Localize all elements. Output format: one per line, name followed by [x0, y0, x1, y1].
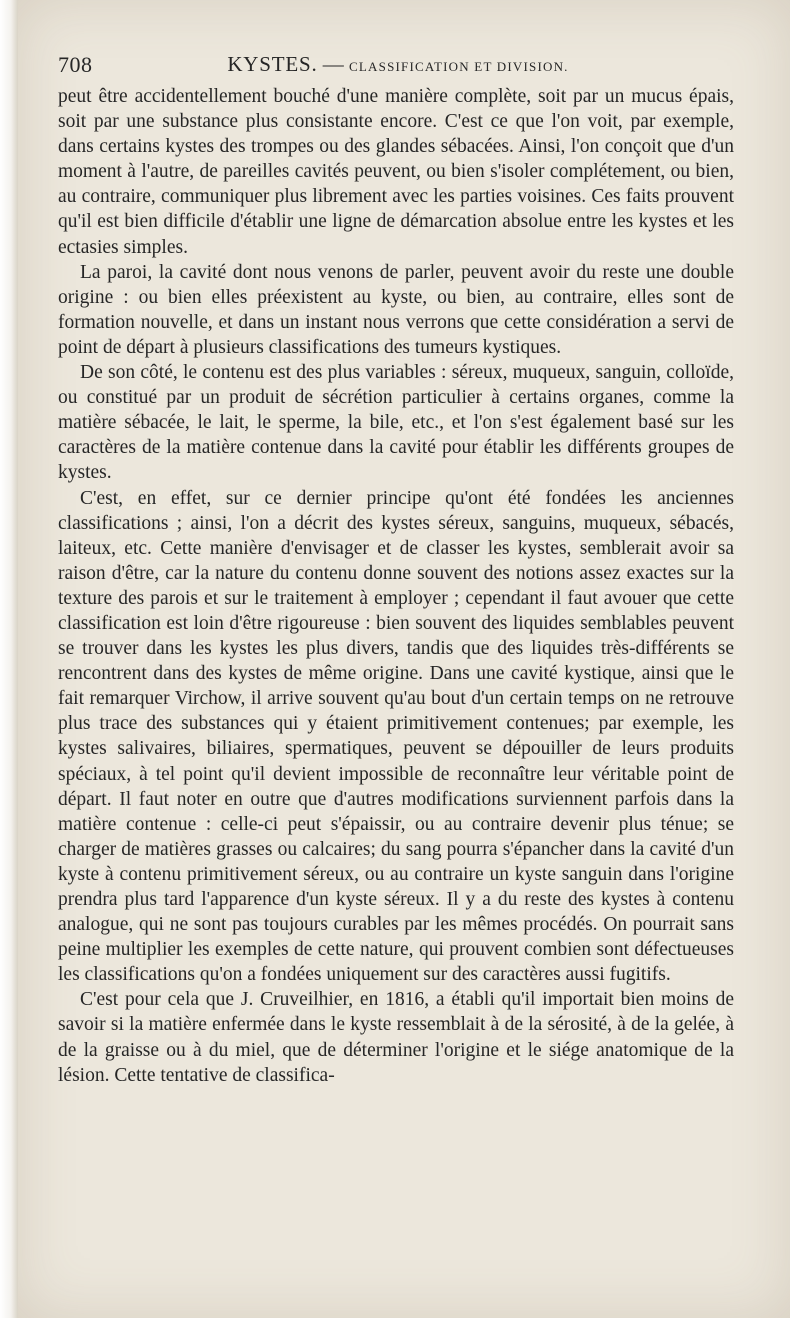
paragraph: La paroi, la cavité dont nous venons de parler, peuvent avoir du reste une double origine : ou bien elles préexistent au kyste, ou bien, au contraire, elles sont de formation nouvelle, et dans un instant nous verrons que cette considération a servi de point de départ à plusieurs classifications des tumeurs kystiques. [58, 261, 734, 358]
page-number: 708 [58, 52, 93, 77]
header-title: KYSTES. [227, 52, 318, 76]
running-header [58, 52, 738, 80]
page-margin [0, 0, 18, 1318]
body-text [58, 84, 734, 1088]
header-separator: — [317, 52, 350, 76]
paragraph: De son côté, le contenu est des plus variables : séreux, muqueux, sanguin, colloïde, ou constitué par un produit de sécrétion particulier à certains organes, comme la matière sébacée, le lait, le sperme, la bile, etc., et l'on s'est également basé sur les caractères de la matière contenue dans la cavité pour établir les différents groupes de kystes. [58, 362, 734, 484]
running-title [58, 52, 738, 77]
paragraph: C'est pour cela que J. Cruveilhier, en 1816, a établi qu'il importait bien moins de savoir si la matière enfermée dans le kyste ressemblait à de la sérosité, à de la gelée, à de la graisse ou à du miel, que de déterminer l'origine et le siége anatomique de la lésion. Cette tentative de classifica- [58, 989, 734, 1086]
header-subtitle: CLASSIFICATION ET DIVISION. [349, 59, 569, 74]
paragraph: C'est, en effet, sur ce dernier principe qu'ont été fondées les anciennes classifications ; ainsi, l'on a décrit des kystes séreux, sanguins, muqueux, sébacés, laiteux, etc. Cette manière d'envisager et de classer les kystes, semblerait avoir sa raison d'être, car la nature du contenu donne souvent des notions assez exactes sur la texture des parois et sur le traitement à employer ; cependant il faut avouer que cette classification est loin d'être rigoureuse : bien souvent des liquides semblables peuvent se trouver dans les kystes les plus divers, tandis que des liquides très-différents se rencontrent dans des kystes de même origine. Dans une cavité kystique, ainsi que le fait remarquer Virchow, il arrive souvent qu'au bout d'un certain temps on ne retrouve plus trace des substances qui y étaient primitivement contenues; par exemple, les kystes salivaires, biliaires, spermatiques, peuvent se dépouiller de leurs produits spéciaux, à tel point qu'il devient impossible de reconnaître leur véritable point de départ. Il faut noter en outre que d'autres modifications surviennent parfois dans la matière contenue : celle-ci peut s'épaissir, ou au contraire devenir plus ténue; se charger de matières grasses ou calcaires; du sang pourra s'épancher dans la cavité d'un kyste à contenu primitivement séreux, ou au contraire un kyste sanguin dans l'origine prendra plus tard l'apparence d'un kyste séreux. Il y a du reste des kystes à contenu analogue, qui ne sont pas toujours curables par les mêmes procédés. On pourrait sans peine multiplier les exemples de cette nature, qui prouvent combien sont défectueuses les classifications qu'on a fondées uniquement sur des caractères aussi fugitifs. [58, 487, 734, 986]
paragraph-continued: peut être accidentellement bouché d'une manière complète, soit par un mucus épais, soit par une substance plus consistante encore. C'est ce que l'on voit, par exemple, dans certains kystes des trompes ou des glandes sébacées. Ainsi, l'on conçoit que d'un moment à l'autre, de pareilles cavités peuvent, ou bien s'isoler complétement, ou bien, au contraire, communiquer plus librement avec les parties voisines. Ces faits prouvent qu'il est bien difficile d'établir une ligne de démarcation absolue entre les kystes et les ectasies simples. [58, 86, 734, 258]
